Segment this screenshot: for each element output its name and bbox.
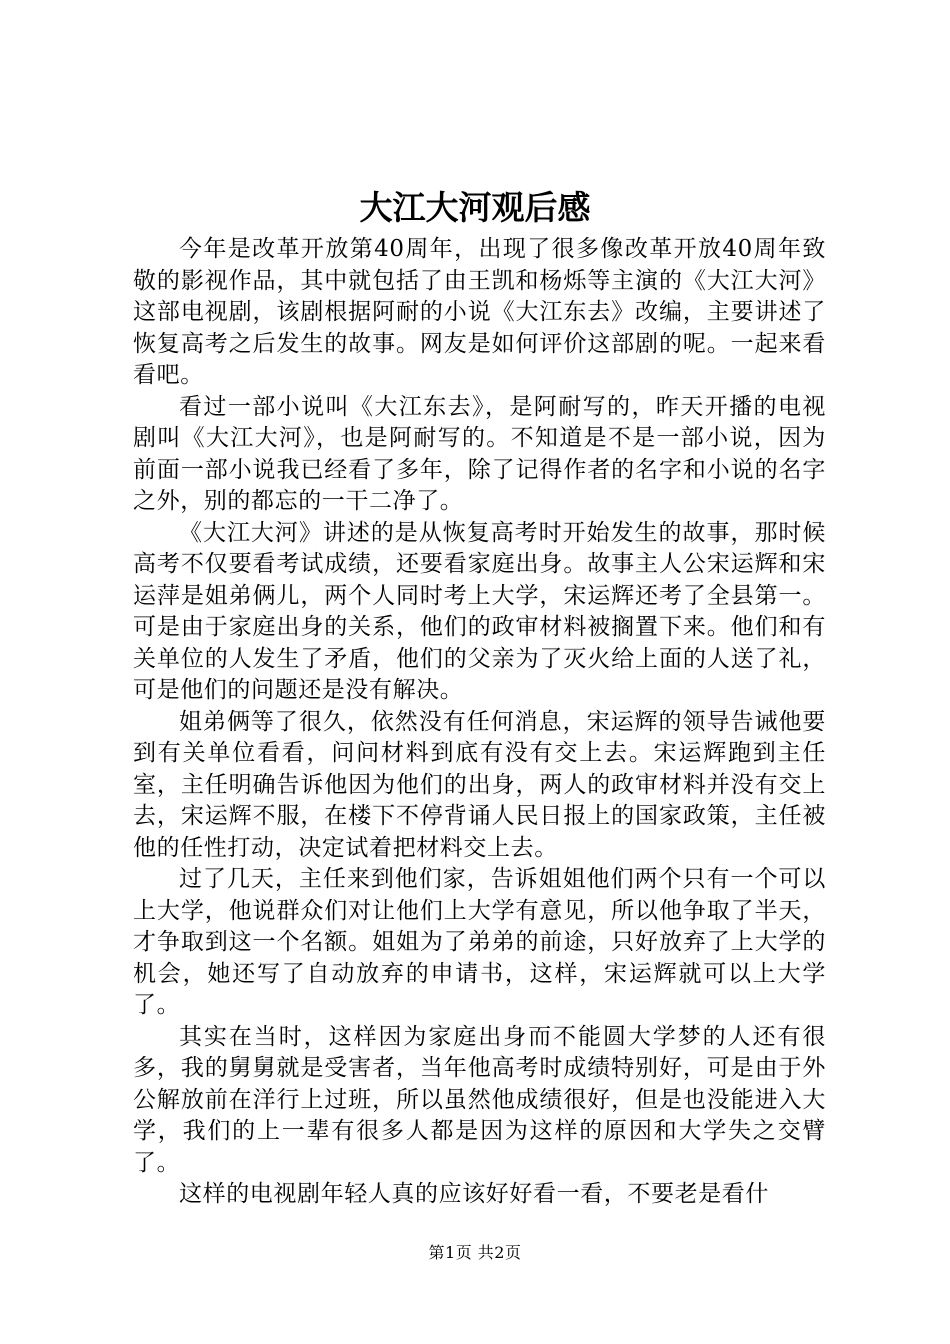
document-body xyxy=(133,234,826,1211)
paragraph-5: 过了几天，主任来到他们家，告诉姐姐他们两个只有一个可以上大学，他说群众们对让他们上大学有意见，所以他争取了半天，才争取到这一个名额。姐姐为了弟弟的前途，只好放弃了上大学的机会，她还写了自动放弃的申请书，这样，宋运辉就可以上大学了。 xyxy=(133,866,826,1018)
document-title: 大江大河观后感 xyxy=(359,188,591,227)
paragraph-7: 这样的电视剧年轻人真的应该好好看一看，不要老是看什 xyxy=(179,1181,769,1207)
page-footer: 第1页 共2页 xyxy=(428,1243,522,1262)
paragraph-6: 其实在当时，这样因为家庭出身而不能圆大学梦的人还有很多，我的舅舅就是受害者，当年他高考时成绩特别好，可是由于外公解放前在洋行上过班，所以虽然他成绩很好，但是也没能进入大学，我们的上一辈有很多人都是因为这样的原因和大学失之交臂了。 xyxy=(133,1023,826,1176)
paragraph-3: 《大江大河》讲述的是从恢复高考时开始发生的故事，那时候高考不仅要看考试成绩，还要看家庭出身。故事主人公宋运辉和宋运萍是姐弟俩儿，两个人同时考上大学，宋运辉还考了全县第一。可是由于家庭出身的关系，他们的政审材料被搁置下来。他们和有关单位的人发生了矛盾，他们的父亲为了灭火给上面的人送了礼，可是他们的问题还是没有解决。 xyxy=(133,519,826,703)
paragraph-1: 今年是改革开放第40周年，出现了很多像改革开放40周年致敬的影视作品，其中就包括了由王凯和杨烁等主演的《大江大河》这部电视剧，该剧根据阿耐的小说《大江东去》改编，主要讲述了恢复高考之后发生的故事。网友是如何评价这部剧的呢。一起来看看吧。 xyxy=(133,236,826,388)
paragraph-4: 姐弟俩等了很久，依然没有任何消息，宋运辉的领导告诫他要到有关单位看看，问问材料到底有没有交上去。宋运辉跑到主任室，主任明确告诉他因为他们的出身，两人的政审材料并没有交上去，宋运辉不服，在楼下不停背诵人民日报上的国家政策，主任被他的任性打动，决定试着把材料交上去。 xyxy=(133,708,826,861)
paragraph-2: 看过一部小说叫《大江东去》，是阿耐写的，昨天开播的电视剧叫《大江大河》，也是阿耐写的。不知道是不是一部小说，因为前面一部小说我已经看了多年，除了记得作者的名字和小说的名字之外，别的都忘的一干二净了。 xyxy=(133,393,826,514)
